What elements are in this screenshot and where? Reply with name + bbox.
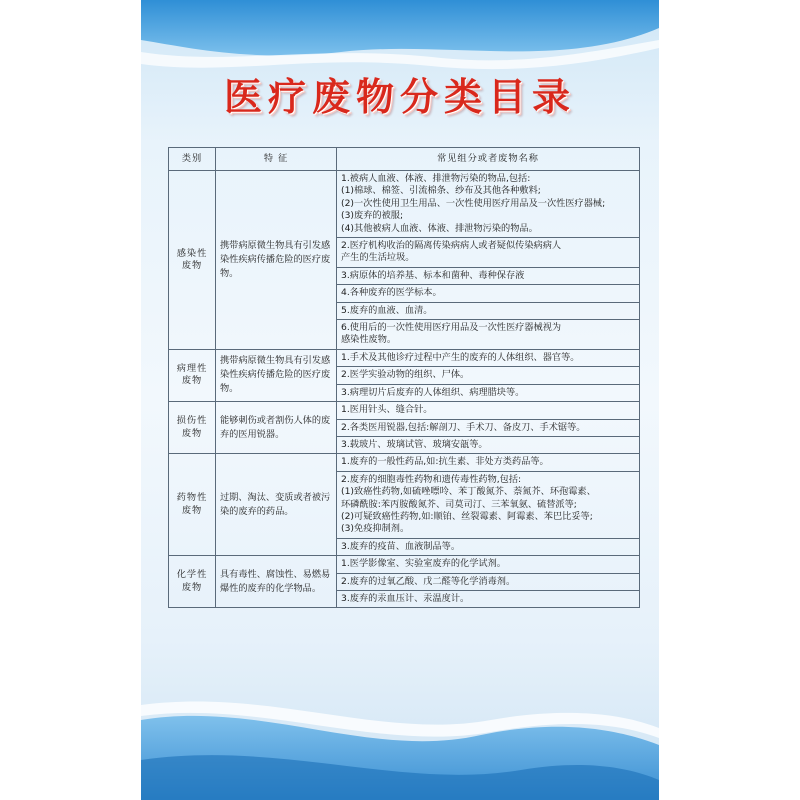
waste-item [337,471,640,538]
waste-item-line: 5.废弃的血液、血清。 [341,304,433,316]
category-feature: 过期、淘汰、变质或者被污染的废弃的药品。 [216,454,337,556]
header-items: 常见组分或者废物名称 [337,148,640,171]
waste-item [337,171,640,238]
waste-item-line: 3.载玻片、玻璃试管、玻璃安瓿等。 [341,438,488,450]
waste-item [337,367,640,384]
waste-item [337,454,640,471]
table-row [169,454,640,471]
category-name: 感染性废物 [169,171,216,350]
category-name: 药物性废物 [169,454,216,556]
table-row [169,349,640,366]
waste-item-line: 3.病原体的培养基、标本和菌种、毒种保存液 [341,269,525,281]
waste-item-line: (1)棉球、棉签、引流棉条、纱布及其他各种敷料; [341,185,541,197]
waste-item-line: 1.医用针头、缝合针。 [341,404,433,416]
waste-item [337,238,640,268]
waste-item-line: 1.医学影像室、实验室废弃的化学试剂。 [341,558,506,570]
waste-item-line: 1.被病人血液、体液、排泄物污染的物品,包括: [341,173,531,184]
waste-item-line: 2.各类医用锐器,包括:解剖刀、手术刀、备皮刀、手术锯等。 [341,421,586,433]
category-feature: 具有毒性、腐蚀性、易燃易爆性的废弃的化学物品。 [216,556,337,608]
waste-item [337,402,640,419]
waste-item-line: 3.废弃的疫苗、血液制品等。 [341,540,461,552]
waste-item-line: 3.废弃的汞血压计、汞温度计。 [341,592,470,604]
category-name: 损伤性废物 [169,402,216,454]
waste-item [337,556,640,573]
waste-item-line: 2.废弃的过氧乙酸、戊二醛等化学消毒剂。 [341,575,516,587]
waste-item [337,320,640,350]
waste-item [337,436,640,453]
header-category: 类别 [169,148,216,171]
waste-item-line: 6.使用后的一次性使用医疗用品及一次性医疗器械视为 [341,322,562,334]
waste-item-line: (3)免疫抑制剂。 [341,523,410,535]
category-feature: 携带病原微生物具有引发感染性疾病传播危险的医疗废物。 [216,349,337,401]
waste-item-line: 环磷酰胺:苯丙胺酸氮芥、司莫司汀、三苯氧氨、硫替派等; [341,498,577,510]
waste-catalog-table [168,147,640,608]
waste-item-line: (2)可疑致癌性药物,如:顺铂、丝裂霉素、阿霉素、苯巴比妥等; [341,510,593,522]
waste-item [337,384,640,401]
waste-item-line: (3)废弃的被服; [341,210,404,222]
page-title: 医疗废物分类目录 [223,74,576,119]
waste-item [337,302,640,319]
waste-item [337,419,640,436]
waste-item-line: 2.医学实验动物的组织、尸体。 [341,369,470,381]
category-feature: 能够刺伤或者割伤人体的废弃的医用锐器。 [216,402,337,454]
table-row [169,556,640,573]
waste-item-line: 2.医疗机构收治的隔离传染病病人或者疑似传染病病人 [341,240,562,252]
category-name: 化学性废物 [169,556,216,608]
header-feature: 特 征 [216,148,337,171]
waste-item-line: 3.病理切片后废弃的人体组织、病理腊块等。 [341,386,525,398]
waste-item-line: 1.手术及其他诊疗过程中产生的废弃的人体组织、器官等。 [341,351,580,363]
category-feature: 携带病原微生物具有引发感染性疾病传播危险的医疗废物。 [216,171,337,350]
table-row [169,402,640,419]
category-name: 病理性废物 [169,349,216,401]
waste-item-line: (4)其他被病人血液、体液、排泄物污染的物品。 [341,222,538,234]
waste-item-line: 4.各种废弃的医学标本。 [341,287,442,299]
waste-item [337,349,640,366]
waste-item-line: 1.废弃的一般性药品,如:抗生素、非处方类药品等。 [341,456,549,468]
waste-item-line: (1)致癌性药物,如硫唑嘌呤、苯丁酸氮芥、萘氮芥、环孢霉素、 [341,486,596,498]
waste-item-line: (2)一次性使用卫生用品、一次性使用医疗用品及一次性医疗器械; [341,197,606,209]
table-row [169,171,640,238]
waste-item [337,573,640,590]
waste-item-line: 产生的生活垃圾。 [341,252,415,264]
waste-item [337,285,640,302]
header-row [169,148,640,171]
waste-item-line: 2.废弃的细胞毒性药物和遗传毒性药物,包括: [341,473,522,485]
waste-item [337,590,640,607]
waste-item [337,538,640,555]
poster [141,0,659,800]
waste-item [337,267,640,284]
waste-item-line: 感染性废物。 [341,334,397,346]
